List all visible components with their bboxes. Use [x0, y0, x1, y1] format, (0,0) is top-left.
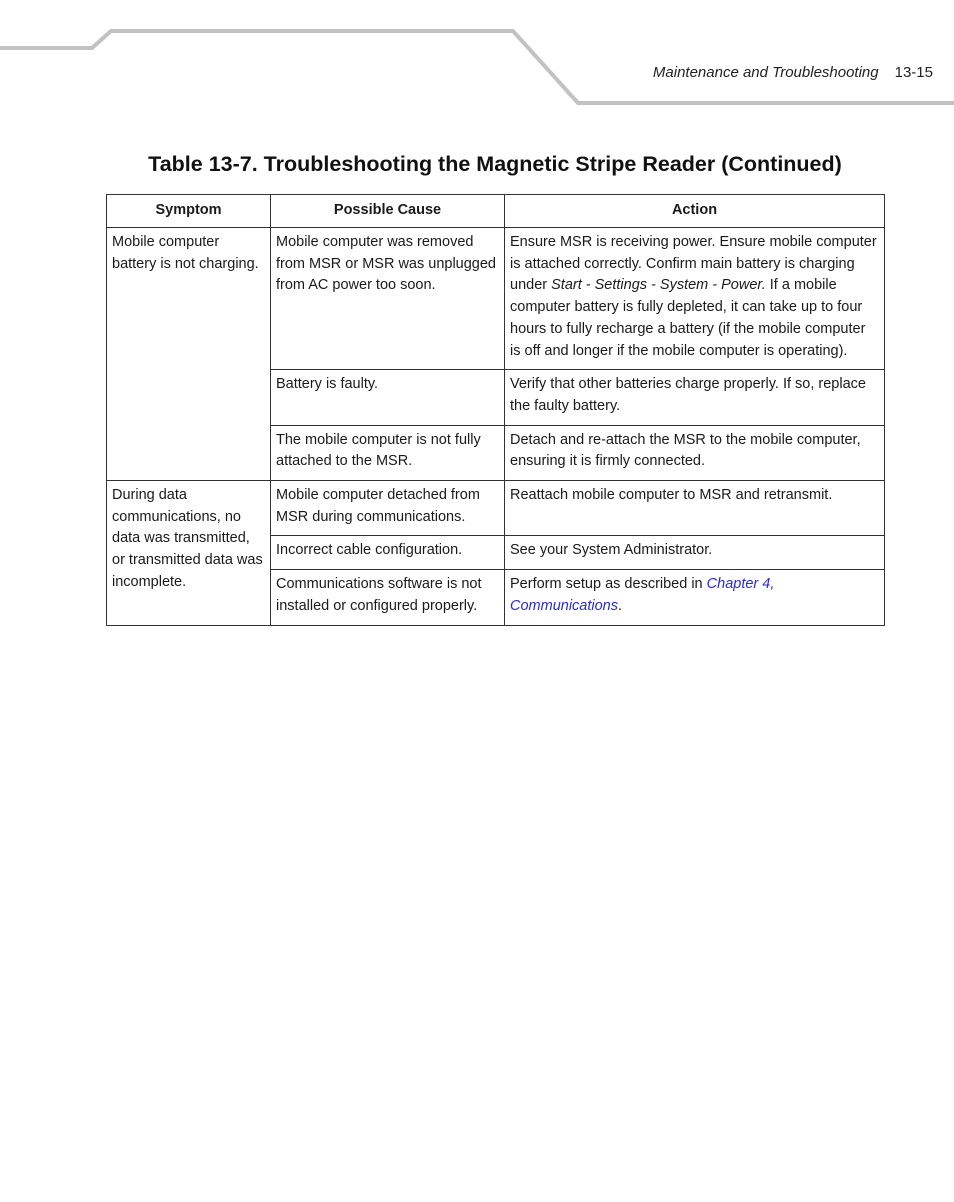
chapter-link[interactable]: Chapter 4, Communications [510, 576, 775, 614]
table-header-row [107, 195, 885, 228]
cause-cell: Battery is faulty. [271, 370, 505, 425]
action-cell: Verify that other batteries charge properly. If so, replace the faulty battery. [505, 370, 885, 425]
section-title: Maintenance and Troubleshooting [652, 64, 879, 81]
action-cell [505, 228, 885, 370]
action-cell: Reattach mobile computer to MSR and retransmit. [505, 481, 885, 536]
cause-cell: Mobile computer detached from MSR during communications. [271, 481, 505, 536]
action-cell: Detach and re-attach the MSR to the mobile computer, ensuring it is firmly connected. [505, 425, 885, 480]
action-text: Perform setup as described in [510, 576, 707, 593]
page-number: 13-15 [894, 64, 933, 81]
cause-cell: Incorrect cable configuration. [271, 536, 505, 570]
column-header-symptom: Symptom [107, 195, 271, 228]
action-text: Ensure MSR is receiving power. Ensure mobile computer is attached correctly. Confirm main battery is charging under [510, 234, 877, 294]
menu-path: Start - Settings - System - Power. [551, 277, 766, 294]
symptom-cell: Mobile computer battery is not charging. [107, 228, 271, 481]
action-text: If a mobile computer battery is fully depleted, it can take up to four hours to fully recharge a battery (if the mobile computer is off and longer if the mobile computer is operating). [510, 277, 866, 359]
action-cell: See your System Administrator. [505, 536, 885, 570]
action-text: . [618, 597, 623, 614]
table-row [107, 481, 885, 536]
running-header [653, 64, 933, 81]
table-title: Table 13-7. Troubleshooting the Magnetic Stripe Reader (Continued) [148, 152, 842, 176]
troubleshooting-table [106, 194, 885, 626]
column-header-possible-cause: Possible Cause [271, 195, 505, 228]
cause-cell: Mobile computer was removed from MSR or MSR was unplugged from AC power too soon. [271, 228, 505, 370]
cause-cell: Communications software is not installed or configured properly. [271, 570, 505, 625]
cause-cell: The mobile computer is not fully attached to the MSR. [271, 425, 505, 480]
symptom-cell: During data communications, no data was transmitted, or transmitted data was incomplete. [107, 481, 271, 626]
table-row [107, 228, 885, 370]
header-decoration [0, 0, 954, 110]
column-header-action: Action [505, 195, 885, 228]
action-cell [505, 570, 885, 625]
